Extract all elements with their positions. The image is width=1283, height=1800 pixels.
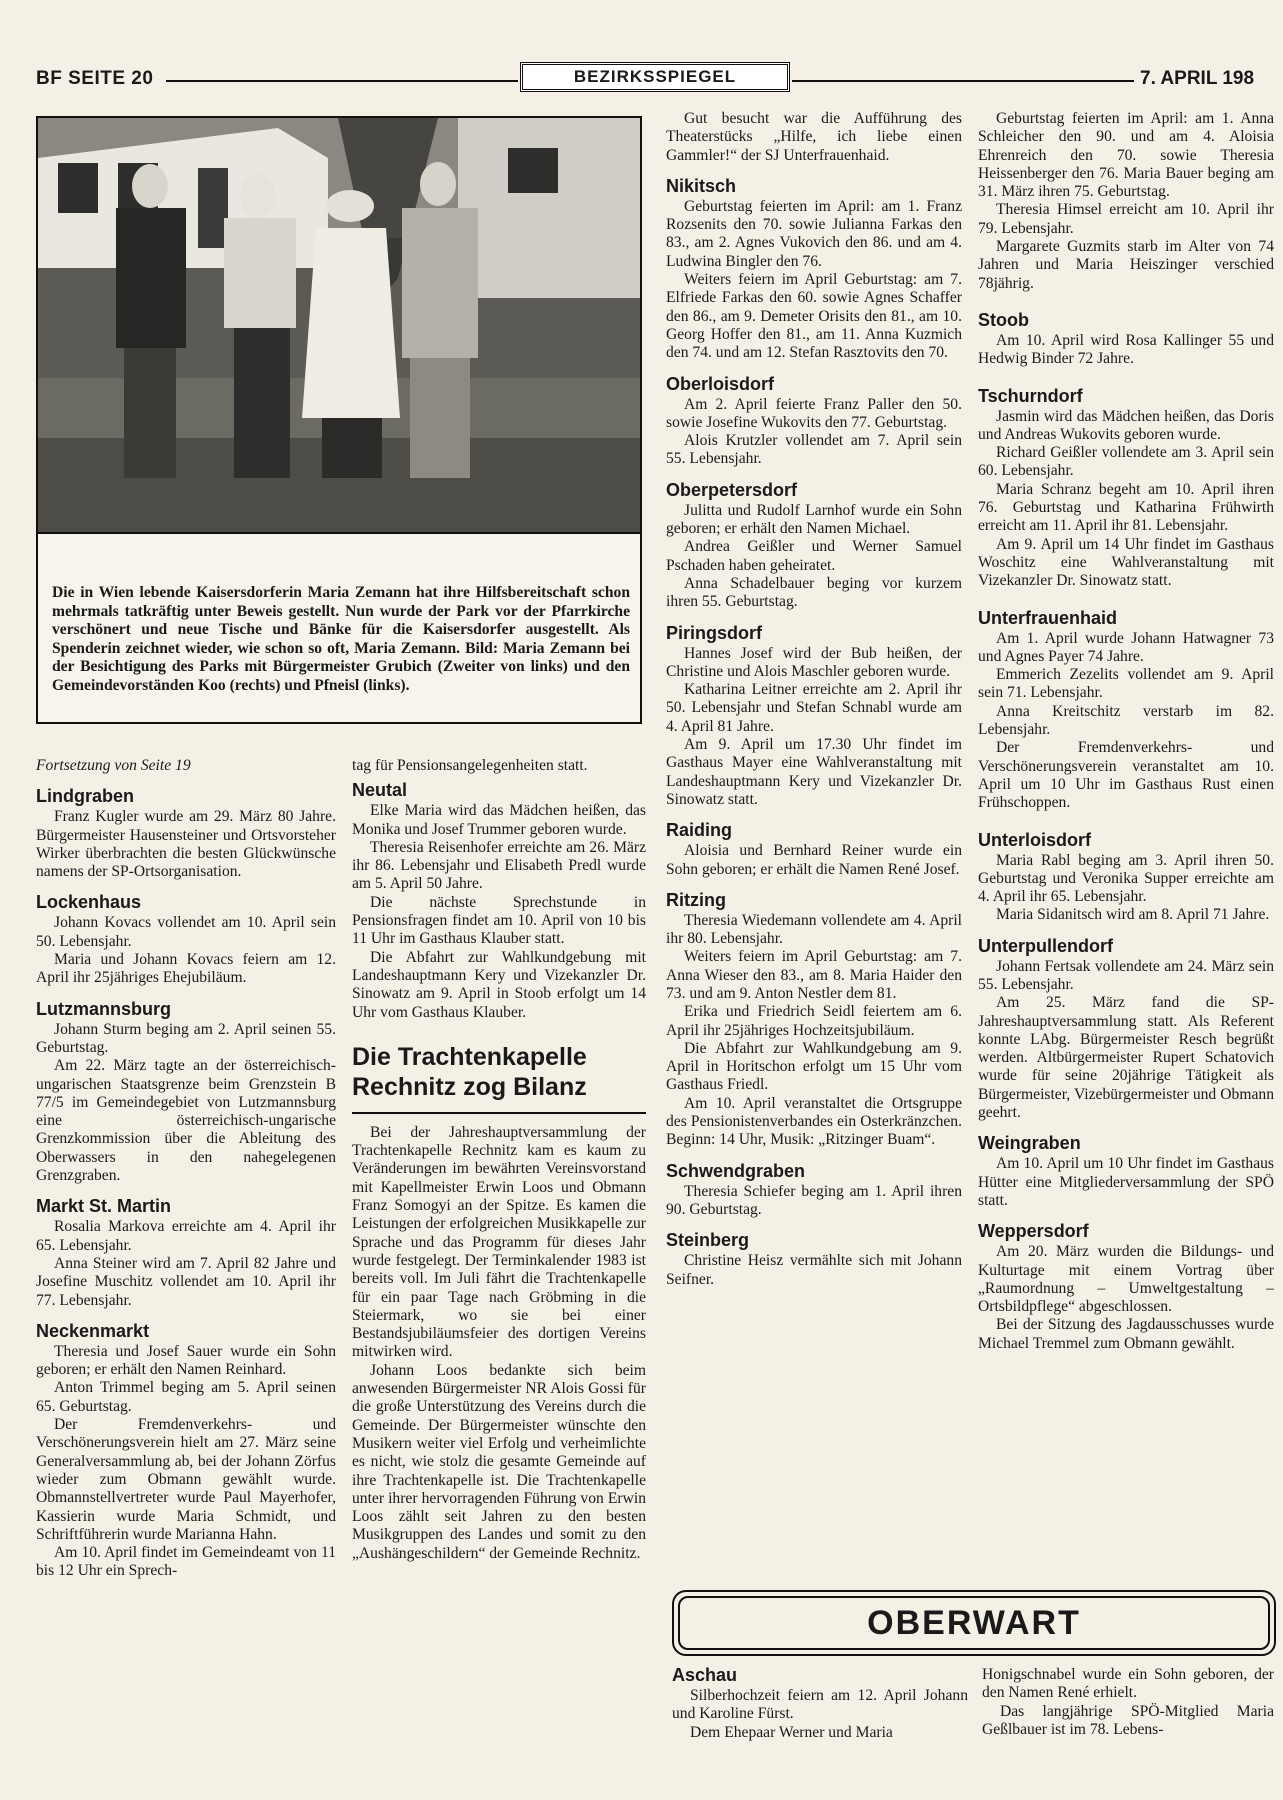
paragraph: Theresia Reisenhofer erreichte am 26. März ihr 86. Lebensjahr und Elisabeth Predl wurde am 5. April 50 Jahre.: [352, 838, 646, 893]
paragraph: Theresia Himsel erreicht am 10. April ihr 79. Lebensjahr.: [978, 201, 1274, 237]
paragraph: Maria Rabl beging am 3. April ihren 50. Geburtstag und Veronika Supper erreichte am 4. April ihr 65. Lebensjahr.: [978, 851, 1274, 906]
heading-weppersdorf: Weppersdorf: [978, 1221, 1089, 1242]
column-1: [36, 757, 336, 1581]
paragraph: Am 9. April um 17.30 Uhr findet im Gasthaus Mayer eine Wahlveranstaltung mit Landeshauptmann Kery und Vizekanzler Dr. Sinowatz statt.: [666, 736, 962, 808]
paragraph: Theresia Schiefer beging am 1. April ihren 90. Geburtstag.: [666, 1182, 962, 1218]
paragraph: Alois Krutzler vollendet am 7. April sein 55. Lebensjahr.: [666, 432, 962, 468]
heading-neutal: Neutal: [352, 780, 408, 801]
paragraph: Elke Maria wird das Mädchen heißen, das Monika und Josef Trummer geboren wurde.: [352, 802, 646, 838]
paragraph: Die nächste Sprechstunde in Pensionsfragen findet am 10. April von 10 bis 11 Uhr im Gasthaus Klauber statt.: [352, 893, 646, 948]
paragraph: Das langjährige SPÖ-Mitglied Maria Geßlbauer ist im 78. Lebens-: [982, 1702, 1274, 1738]
paragraph: Anna Schadelbauer beging vor kurzem ihren 55. Geburtstag.: [666, 574, 962, 611]
heading-tschurndorf: Tschurndorf: [978, 385, 1083, 406]
oberwart-column-left: [672, 1664, 968, 1742]
article-headline: Die Trachtenkapelle Rechnitz zog Bilanz: [352, 1036, 646, 1114]
news-photo: [36, 116, 642, 534]
paragraph: Erika und Friedrich Seidl feiertem am 6. April ihr 25jähriges Hochzeitsjubiläum.: [666, 1003, 962, 1039]
paragraph: Am 22. März tagte an der österreichisch-ungarischen Staatsgrenze beim Grenzstein B 77/5 im Gemeindegebiet von Lutzmannsburg eine österreichisch-ungarische Grenzkommission über die Ableitung des Oberwassers in den nahegelegenen Grenzgraben.: [36, 1057, 336, 1185]
paragraph: Am 10. April um 10 Uhr findet im Gasthaus Hütter eine Mitgliederversammlung der SPÖ statt.: [978, 1155, 1274, 1209]
paragraph: Anna Steiner wird am 7. April 82 Jahre und Josefine Muschitz vollendet am 10. April ihr 77. Lebensjahr.: [36, 1254, 336, 1309]
paragraph: Die Abfahrt zur Wahlkundgebung am 9. April in Horitschon erfolgt um 15 Uhr vom Gasthaus Friedl.: [666, 1039, 962, 1094]
paragraph: Johann Fertsak vollendete am 24. März sein 55. Lebensjahr.: [978, 957, 1274, 993]
paragraph: Am 9. April um 14 Uhr findet im Gasthaus Woschitz eine Wahlveranstaltung mit Vizekanzler Dr. Sinowatz statt.: [978, 535, 1274, 590]
column-3: [666, 110, 962, 1289]
heading-oberpetersdorf: Oberpetersdorf: [666, 479, 798, 500]
paragraph: Am 10. April findet im Gemeindeamt von 11 bis 12 Uhr ein Sprech-: [36, 1544, 336, 1580]
heading-unterloisdorf: Unterloisdorf: [978, 829, 1092, 850]
paragraph: Maria und Johann Kovacs feiern am 12. April ihr 25jähriges Ehejubiläum.: [36, 951, 336, 987]
photo-caption-box: [36, 534, 642, 724]
paragraph: Christine Heisz vermählte sich mit Johann Seifner.: [666, 1252, 962, 1288]
paragraph-continued: Honigschnabel wurde ein Sohn geboren, der den Namen René erhielt.: [982, 1666, 1274, 1702]
paragraph: Dem Ehepaar Werner und Maria: [690, 1723, 893, 1741]
region-banner: [672, 1590, 1276, 1656]
paragraph-continued: Geburtstag feierten im April: am 1. Anna Schleicher den 90. und am 4. Aloisia Ehrenreich den 70. sowie Theresia Heissenberger den 76. Maria Bauer beging am 31. März ihren 75. Geburtstag.: [978, 110, 1274, 201]
heading-oberloisdorf: Oberloisdorf: [666, 373, 775, 394]
column-2: [352, 757, 646, 1563]
col1-sections: [36, 785, 336, 1580]
paragraph: Am 25. März fand die SP-Jahreshauptversammlung statt. Als Referent konnte LAbg. Bürgermeister Resch begrüßt werden. Altbürgermeister Rupert Schatovich wurde für seine 20jährige Tätigkeit als Bürgermeister, Vizebürgermeister und Obmann geehrt.: [978, 994, 1274, 1122]
paragraph: Aloisia und Bernhard Reiner wurde ein Sohn geboren; er erhält die Namen René Josef.: [666, 842, 962, 878]
heading-unterpullendorf: Unterpullendorf: [978, 935, 1113, 956]
heading-lindgraben: Lindgraben: [36, 786, 134, 807]
paragraph: Silberhochzeit feiern am 12. April Johann und Karoline Fürst.: [672, 1687, 968, 1723]
heading-ritzing: Ritzing: [666, 889, 726, 910]
paragraph: Am 20. März wurden die Bildungs- und Kulturtage mit einem Vortrag über „Raumordnung – Umweltgestaltung – Ortsbildpflege“ abgeschlossen.: [978, 1243, 1274, 1316]
paragraph: Margarete Guzmits starb im Alter von 74 Jahren und Maria Heiszinger verschied 78jährig.: [978, 238, 1274, 292]
paragraph-continued: Gut besucht war die Aufführung des Theaterstücks „Hilfe, ich liebe einen Gammler!“ der SJ Unterfrauenhaid.: [666, 110, 962, 164]
paragraph: Am 10. April wird Rosa Kallinger 55 und Hedwig Binder 72 Jahre.: [978, 331, 1274, 368]
paragraph: Bei der Sitzung des Jagdausschusses wurde Michael Tremmel zum Obmann gewählt.: [978, 1316, 1274, 1352]
heading-raiding: Raiding: [666, 820, 732, 841]
heading-neckenmarkt: Neckenmarkt: [36, 1320, 150, 1341]
continuation-note: Fortsetzung von Seite 19: [36, 757, 191, 774]
paragraph: Anna Kreitschitz verstarb im 82. Lebensjahr.: [978, 702, 1274, 739]
header-rule-right: [792, 80, 1134, 82]
oberwart-column-right: [982, 1666, 1274, 1739]
heading-steinberg: Steinberg: [666, 1230, 750, 1251]
paragraph: Johann Sturm beging am 2. April seinen 55. Geburtstag.: [36, 1020, 336, 1056]
paragraph: Theresia Wiedemann vollendete am 4. April ihr 80. Lebensjahr.: [666, 911, 962, 948]
paragraph: Andrea Geißler und Werner Samuel Pschaden haben geheiratet.: [666, 538, 962, 574]
paragraph: Katharina Leitner erreichte am 2. April ihr 50. Lebensjahr und Stefan Schnabl wurde am 4. April 81 Jahre.: [666, 681, 962, 735]
paragraph: Richard Geißler vollendete am 3. April sein 60. Lebensjahr.: [978, 444, 1274, 480]
heading-lutzmannsburg: Lutzmannsburg: [36, 998, 171, 1019]
article-paragraph: Bei der Jahreshauptversammlung der Trachtenkapelle Rechnitz kam es kaum zu Veränderungen im bewährten Vereinsvorstand mit Kapellmeister Erwin Loos und Obmann Franz Somogyi an der Spitze. Es kamen die Leistungen der erfolgreichen Musikkapelle zur Sprache und das Programm für dieses Jahr wurde festgelegt. Der Terminkalender 1983 ist bereits voll. Im Juli fährt die Trachtenkapelle für ein paar Tage nach Gröbming in die Steiermark, wo sie bei einer Bestandsjubiläumsfeier des dortigen Vereins mitwirken wird.: [352, 1123, 646, 1361]
paragraph: Weiters feiern im April Geburtstag: am 7. Elfriede Farkas den 60. sowie Agnes Schaffer den 86., am 9. Demeter Orisits den 81., am 10. Georg Hoffer den 81., am 11. Anna Kuzmich den 74. und am 12. Stefan Rasztovits den 70.: [666, 271, 962, 362]
photo-caption: Die in Wien lebende Kaisersdorferin Maria Zemann hat ihre Hilfsbereitschaft schon mehrmals tatkräftig unter Beweis gestellt. Nun wurde der Park vor der Pfarrkirche verschönert und neue Tische und Bänke für die Kaisersdorfer ausgestellt. Als Spenderin zeichnet wieder, wie schon so oft, Maria Zemann. Bild: Maria Zemann bei der Besichtigung des Parks mit Bürgermeister Grubich (Zweiter von links) und den Gemeindevorständen Koo (rechts) und Pfneisl (links).: [52, 584, 630, 694]
paragraph: Johann Kovacs vollendet am 10. April sein 50. Lebensjahr.: [36, 914, 336, 950]
header-rule-left: [166, 80, 518, 82]
paragraph: Anton Trimmel beging am 5. April seinen 65. Geburtstag.: [36, 1379, 336, 1415]
paragraph: Der Fremdenverkehrs- und Verschönerungsverein hielt am 27. März seine Generalversammlung ab, bei der Johann Zörfus wieder zum Obmann gewählt wurde. Obmannstellvertreter wurde Paul Mayerhofer, Kassierin wurde Maria Schmidt, und Schriftführerin wurde Marianna Hahn.: [36, 1416, 336, 1543]
photo-illustration: [38, 118, 640, 532]
page-number: BF SEITE 20: [36, 68, 154, 89]
heading-unterfrauenhaid: Unterfrauenhaid: [978, 607, 1118, 628]
heading-nikitsch: Nikitsch: [666, 175, 737, 196]
heading-stoob: Stoob: [978, 309, 1029, 330]
heading-aschau: Aschau: [672, 1665, 738, 1685]
paragraph: Der Fremdenverkehrs- und Verschönerungsverein veranstaltet am 10. April um 10 Uhr im Gasthaus Rust einen Frühschoppen.: [978, 739, 1274, 812]
paragraph: Rosalia Markova erreichte am 4. April ihr 65. Lebensjahr.: [36, 1218, 336, 1254]
heading-weingraben: Weingraben: [978, 1133, 1081, 1154]
paragraph: Julitta und Rudolf Larnhof wurde ein Sohn geboren; er erhält den Namen Michael.: [666, 501, 962, 538]
paragraph: Die Abfahrt zur Wahlkundgebung mit Landeshauptmann Kery und Vizekanzler Dr. Sinowatz am 9. April in Stoob erfolgt um 14 Uhr vom Gasthaus Klauber.: [352, 948, 646, 1021]
heading-lockenhaus: Lockenhaus: [36, 892, 142, 913]
heading-schwendgraben: Schwendgraben: [666, 1160, 806, 1181]
paragraph-continued: tag für Pensionsangelegenheiten statt.: [352, 757, 588, 774]
column-4: [978, 110, 1274, 1580]
paragraph: Am 1. April wurde Johann Hatwagner 73 und Agnes Payer 74 Jahre.: [978, 629, 1274, 665]
heading-piringsdorf: Piringsdorf: [666, 622, 763, 643]
section-title: BEZIRKSSPIEGEL: [520, 62, 790, 92]
paragraph: Geburtstag feierten im April: am 1. Franz Rozsenits den 70. sowie Julianna Farkas den 83., am 2. Agnes Vukovich den 86. und am 4. Ludwina Bingler den 76.: [666, 197, 962, 270]
issue-date: 7. APRIL 198: [1140, 68, 1255, 89]
paragraph: Am 10. April veranstaltet die Ortsgruppe des Pensionistenverbandes ein Osterkränzchen. Beginn: 14 Uhr, Musik: „Ritzinger Buam“.: [666, 1094, 962, 1149]
paragraph: Emmerich Zezelits vollendet am 9. April sein 71. Lebensjahr.: [978, 666, 1274, 702]
paragraph: Jasmin wird das Mädchen heißen, das Doris und Andreas Wukovits geboren wurde.: [978, 407, 1274, 443]
region-banner-title: OBERWART: [678, 1596, 1270, 1650]
paragraph: Weiters feiern im April Geburtstag: am 7. Anna Wieser den 83., am 8. Maria Haider den 73. und am 9. Anton Nestler dem 81.: [666, 948, 962, 1002]
article-paragraph: Johann Loos bedankte sich beim anwesenden Bürgermeister NR Alois Gossi für die große Unterstützung des Vereins durch die Gemeinde. Der Bürgermeister wünschte den Musikern weiter viel Erfolg und verheimlichte es nicht, wie stolz die gesamte Gemeinde auf ihre Trachtenkapelle ist. Die Trachtenkapelle unter ihrer hervorragenden Führung von Erwin Loos zählt seit Jahren zu den besten Musikgruppen des Landes und somit zu den „Aushängeschildern“ der Gemeinde Rechnitz.: [352, 1361, 646, 1562]
paragraph: Maria Sidanitsch wird am 8. April 71 Jahre.: [996, 906, 1270, 924]
heading-markt-st-martin: Markt St. Martin: [36, 1196, 172, 1217]
paragraph: Hannes Josef wird der Bub heißen, der Christine und Alois Maschler geboren wurde.: [666, 644, 962, 680]
paragraph: Theresia und Josef Sauer wurde ein Sohn geboren; er erhält den Namen Reinhard.: [36, 1342, 336, 1379]
paragraph: Maria Schranz begeht am 10. April ihren 76. Geburtstag und Katharina Frühwirth erreicht am 11. April ihr 81. Lebensjahr.: [978, 480, 1274, 535]
paragraph: Am 2. April feierte Franz Paller den 50. sowie Josefine Wukovits den 77. Geburtstag.: [666, 395, 962, 431]
paragraph: Franz Kugler wurde am 29. März 80 Jahre. Bürgermeister Hausensteiner und Ortsvorsteher Wirker überbrachten die besten Glückwünsche namens der SP-Ortsorganisation.: [36, 808, 336, 881]
